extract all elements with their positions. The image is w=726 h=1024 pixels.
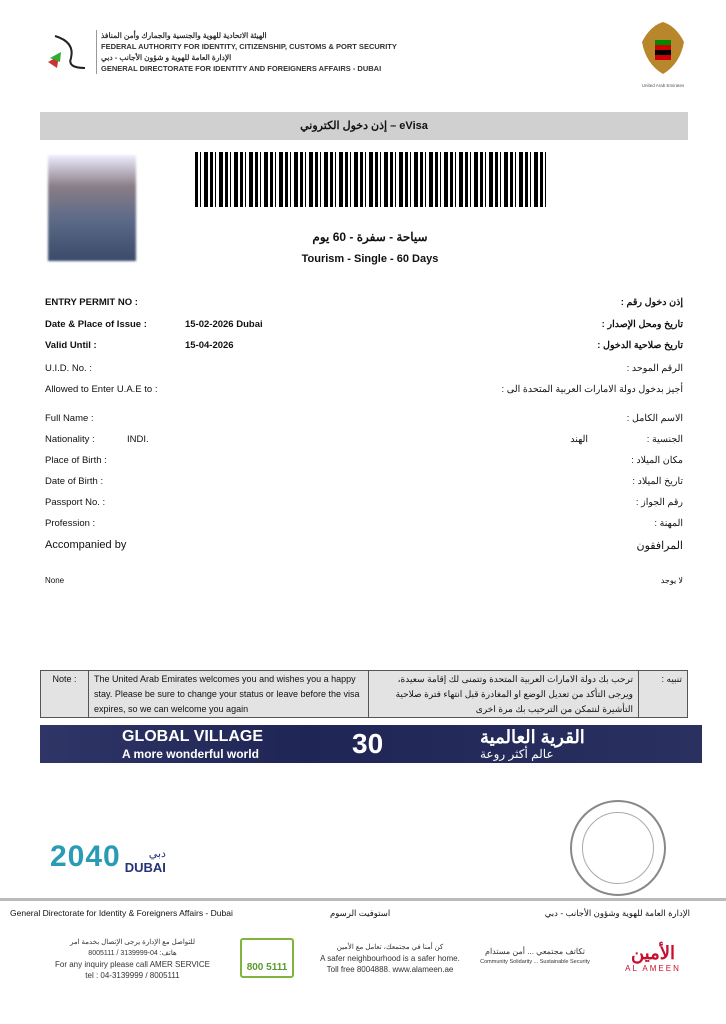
- field-label-ar: الجنسية :: [646, 434, 683, 445]
- amer-phone-en: tel : 04-3139999 / 8005111: [85, 971, 180, 980]
- banner-30-badge: 30: [352, 728, 384, 759]
- official-seal-stamp: [570, 800, 666, 896]
- field-label-ar: الرقم الموحد :: [626, 363, 683, 374]
- note-box: [40, 670, 688, 718]
- note-text-ar: ترحب بك دولة الامارات العربية المتحدة وتتمنى لك إقامة سعيدة، ويرجى التأكد من تعديل الوضع او المغادرة قبل انتهاء فترة صلاحية التأشيرة لنتمكن من الترحيب بك مرة اخرى: [369, 671, 639, 717]
- fees-paid-ar: استوفيت الرسوم: [330, 908, 391, 918]
- amer-text-ar: للتواصل مع الإدارة يرجى الإتصال بخدمة امر: [70, 939, 195, 946]
- amer-logo: 800 5111: [240, 938, 294, 978]
- field-label-ar: تاريخ الميلاد :: [632, 476, 683, 487]
- alameen-tollfree: Toll free 8004888. www.alameen.ae: [326, 965, 454, 974]
- field-label: U.I.D. No. :: [45, 363, 92, 374]
- field-row: [45, 297, 683, 313]
- falcon-logo-icon: [45, 32, 90, 74]
- field-row: [45, 476, 683, 492]
- accompanied-value-row: [45, 576, 683, 592]
- field-label: Profession :: [45, 518, 96, 529]
- global-village-banner: [40, 725, 702, 763]
- field-label: Valid Until :: [45, 340, 97, 351]
- field-label: Place of Birth :: [45, 455, 107, 466]
- dubai-2040-logo: [50, 840, 166, 874]
- footer-directorate-ar: الإدارة العامة للهوية وشؤون الأجانب - دبي: [544, 908, 690, 918]
- field-label-ar: المهنة :: [654, 518, 683, 529]
- field-label: Passport No. :: [45, 497, 106, 508]
- alameen-logo-ar: الأمين: [630, 943, 676, 963]
- field-value: 15-02-2026 Dubai: [185, 319, 263, 330]
- note-text-en: The United Arab Emirates welcomes you and wishes you a happy stay. Please be sure to change your status or leave before the visa expires, so we can welcome you again: [89, 671, 369, 717]
- field-row: [45, 384, 683, 400]
- alameen-slogan-en: A safer neighbourhood is a safer home.: [320, 954, 460, 963]
- amer-phone-ar: هاتف: 04-3139999 / 8005111: [88, 950, 177, 957]
- accompanied-label-ar: المرافقون: [636, 540, 683, 552]
- logo-number: 2040: [50, 840, 121, 873]
- solidarity-en: Community Solidarity ... Sustainable Security: [480, 959, 590, 965]
- field-label-ar: مكان الميلاد :: [631, 455, 683, 466]
- field-label-ar: الاسم الكامل :: [626, 413, 683, 424]
- amer-text-en: For any inquiry please call AMER SERVICE: [54, 960, 211, 969]
- field-value: INDI.: [127, 434, 149, 445]
- field-label: Date & Place of Issue :: [45, 319, 147, 330]
- banner-title: GLOBAL VILLAGE: [122, 728, 264, 745]
- authority-header: الهيئة الاتحادية للهوية والجنسية والجمارك وأمن المنافذ FEDERAL AUTHORITY FOR IDENTITY, CITIZENSHIP, CUSTOMS & PORT SECURITY الإدارة العامة للهوية و شؤون الأجانب - دبي GENERAL DIRECTORATE FOR IDENTITY AND FOREIGNERS AFFAIRS - DUBAI: [96, 30, 397, 74]
- field-row: [45, 363, 683, 379]
- field-row: [45, 518, 683, 534]
- field-label-ar: تاريخ ومحل الإصدار :: [601, 319, 683, 330]
- accompanied-label: Accompanied by: [45, 539, 127, 551]
- logo-city-ar: دبي: [148, 848, 166, 860]
- field-label: Date of Birth :: [45, 476, 104, 487]
- field-label: Nationality :: [45, 434, 95, 445]
- accompanied-value: None: [45, 576, 65, 585]
- field-value-ar: الهند: [570, 434, 588, 445]
- field-row: [45, 497, 683, 513]
- banner-title-ar: القرية العالمية: [480, 727, 585, 747]
- solidarity-ar: تكاتف مجتمعي ... أمن مستدام: [485, 947, 585, 956]
- field-label-ar: تاريخ صلاحية الدخول :: [597, 340, 683, 351]
- field-row: [45, 340, 683, 356]
- field-row: [45, 434, 683, 450]
- field-label-ar: إذن دخول رقم :: [620, 297, 683, 308]
- logo-city-en: DUBAI: [124, 860, 166, 875]
- uae-emblem-icon: United Arab Emirates: [636, 18, 690, 90]
- footer-directorate-en: General Directorate for Identity & Foreigners Affairs - Dubai: [10, 908, 233, 918]
- field-row: [45, 455, 683, 471]
- field-label: ENTRY PERMIT NO :: [45, 297, 138, 308]
- banner-tagline-ar: عالم أكثر روعة: [480, 747, 554, 761]
- evisa-title-bar: إذن دخول الكتروني – eVisa: [40, 112, 688, 140]
- visa-type-en: Tourism - Single - 60 Days: [301, 253, 439, 265]
- al-ameen-logo: [608, 943, 698, 973]
- barcode: [195, 152, 547, 207]
- alameen-slogan-ar: كن أمنا في مجتمعك، تعامل مع الأمين: [336, 944, 444, 951]
- field-label-ar: أجيز بدخول دولة الامارات العربية المتحدة الى :: [501, 384, 683, 395]
- alameen-logo-en: AL AMEEN: [625, 964, 681, 973]
- field-row: [45, 413, 683, 429]
- field-value: 15-04-2026: [185, 340, 234, 351]
- field-label: Full Name :: [45, 413, 94, 424]
- visa-type-ar: سياحة - سفرة - 60 يوم: [312, 230, 428, 244]
- field-label-ar: رقم الجواز :: [635, 497, 683, 508]
- accompanied-row: [45, 539, 683, 555]
- note-label-ar: تنبيه :: [661, 674, 682, 684]
- field-row: [45, 319, 683, 335]
- accompanied-value-ar: لا يوجد: [660, 576, 683, 585]
- note-label: Note :: [41, 671, 89, 717]
- applicant-photo: [48, 155, 136, 261]
- field-label: Allowed to Enter U.A.E to :: [45, 384, 158, 395]
- footer-divider: [0, 898, 726, 901]
- banner-tagline: A more wonderful world: [122, 747, 259, 761]
